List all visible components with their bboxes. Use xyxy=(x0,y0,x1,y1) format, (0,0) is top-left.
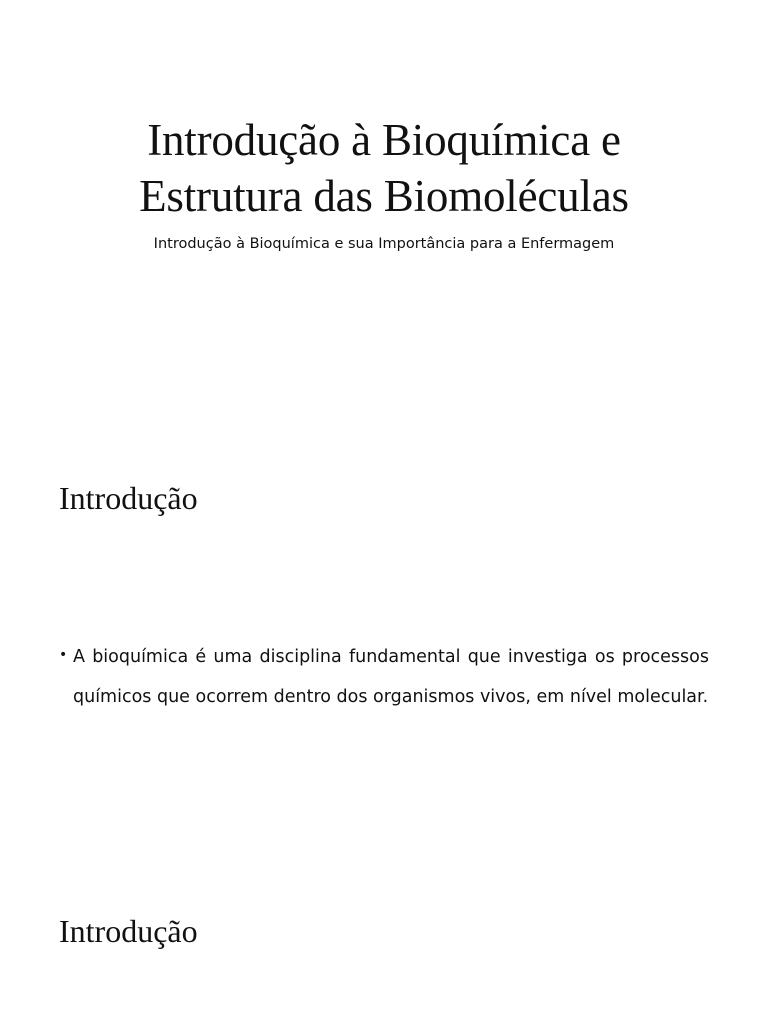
section-heading-introducao-2: Introdução xyxy=(59,913,198,949)
title-slide xyxy=(0,112,768,254)
bullet-list-item xyxy=(59,637,709,717)
main-title-line-2: Estrutura das Biomoléculas xyxy=(139,171,629,221)
bullet-icon: • xyxy=(59,647,68,663)
subtitle: Introdução à Bioquímica e sua Importância para a Enfermagem xyxy=(153,236,615,252)
bullet-text: A bioquímica é uma disciplina fundamental que investiga os processos químicos que ocorrem dentro dos organismos vivos, em nível molecular. xyxy=(73,647,709,707)
main-title xyxy=(0,112,768,224)
section-heading-introducao-1: Introdução xyxy=(59,480,198,516)
main-title-line-1: Introdução à Bioquímica e xyxy=(147,115,621,165)
